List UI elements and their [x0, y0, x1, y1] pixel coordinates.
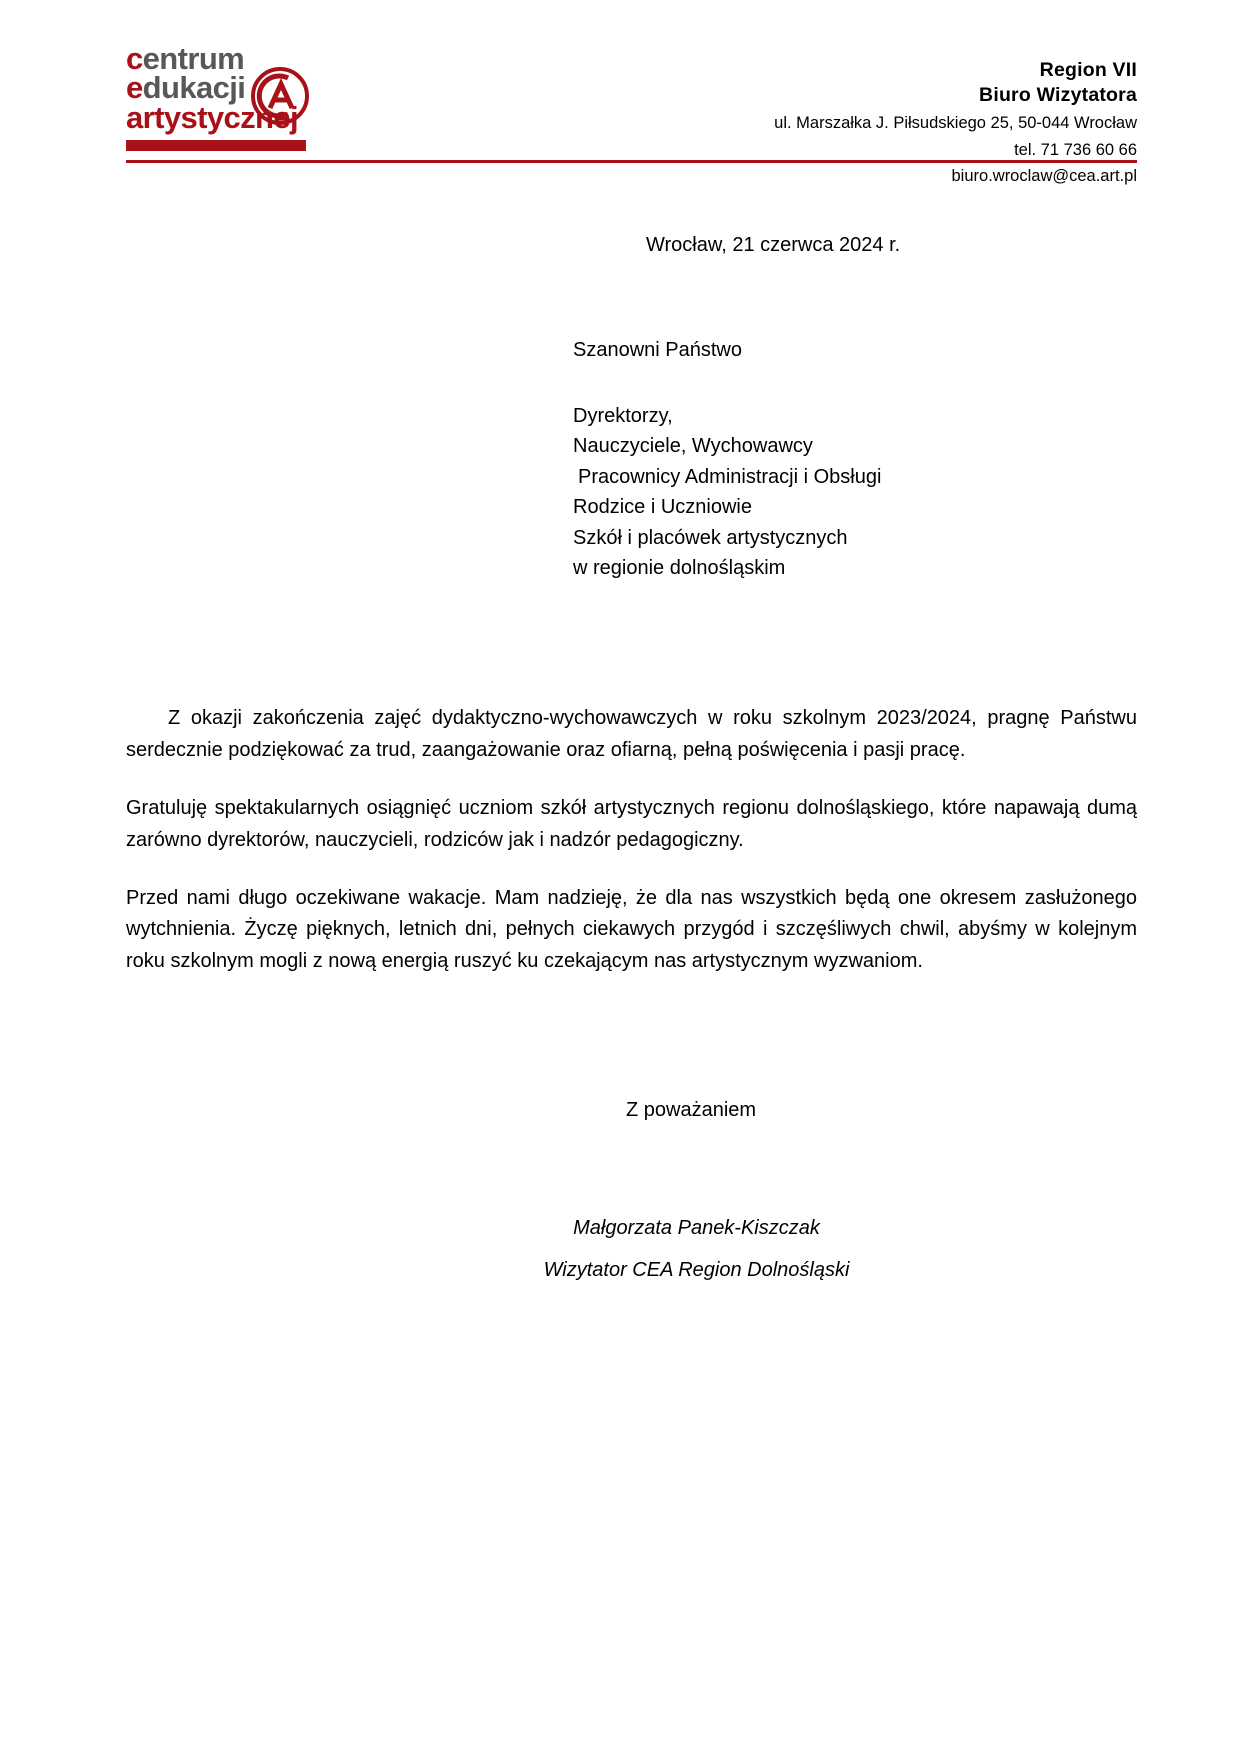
paragraph: Gratuluję spektakularnych osiągnięć uczniom szkół artystycznych regionu dolnośląskiego, które napawają dumą zarówno dyrektorów, nauczycieli, rodziców jak i nadzór pedagogiczny. — [126, 797, 1137, 851]
header-contact-block — [774, 44, 1137, 188]
header-phone: tel. 71 736 60 66 — [1014, 140, 1137, 159]
paragraph: Z okazji zakończenia zajęć dydaktyczno-wychowawczych w roku szkolnym 2023/2024, pragnę Państwu serdecznie podziękować za trud, zaangażowanie oraz ofiarną, pełną poświęcenia i pasji pracę. — [126, 707, 1137, 761]
letter-date: Wrocław, 21 czerwca 2024 r. — [646, 234, 901, 257]
addressee-line: Pracownicy Administracji i Obsługi — [578, 465, 882, 488]
logo-line-3-initial: a — [126, 99, 143, 135]
logo-line-2-rest: dukacji — [142, 70, 246, 106]
header-region: Region VII — [1039, 59, 1137, 81]
addressee-line: Dyrektorzy, — [573, 404, 673, 427]
header-office: Biuro Wizytatora — [979, 83, 1137, 106]
addressee-line: Rodzice i Uczniowie — [573, 496, 752, 519]
logo-underline-bar — [126, 140, 306, 151]
addressee-block — [126, 401, 1137, 583]
addressee-line: Szkół i placówek artystycznych — [573, 526, 848, 549]
cea-monogram-icon — [248, 64, 312, 128]
letter-closing: Z poważaniem — [626, 1099, 757, 1122]
logo-line-3-rest: rtystycznej — [142, 99, 299, 135]
header-address: ul. Marszałka J. Piłsudskiego 25, 50-044 Wrocław — [774, 113, 1137, 132]
cea-logo — [126, 41, 316, 151]
addressee-line: Nauczyciele, Wychowawcy — [573, 435, 813, 458]
logo-line-2-initial: e — [126, 70, 143, 106]
letter-body — [0, 230, 1241, 1291]
signature-block — [126, 1207, 1137, 1291]
signature-name: Małgorzata Panek-Kiszczak — [573, 1217, 820, 1240]
letter-salutation: Szanowni Państwo — [573, 338, 742, 361]
logo-line-1-rest: entrum — [142, 41, 245, 76]
header-divider-rule — [126, 160, 1137, 163]
letter-paragraphs — [126, 703, 1137, 977]
header-email: biuro.wroclaw@cea.art.pl — [951, 167, 1137, 186]
signature-title: Wizytator CEA Region Dolnośląski — [543, 1259, 850, 1282]
logo-line-1-initial: c — [126, 41, 143, 76]
paragraph: Przed nami długo oczekiwane wakacje. Mam nadzieję, że dla nas wszystkich będą one okresem zasłużonego wytchnienia. Życzę pięknych, letnich dni, pełnych ciekawych przygód i szczęśliwych chwil, abyśmy w kolejnym roku szkolnym mogli z nową energią ruszyć ku czekającym nas artystycznym wyzwaniom. — [126, 886, 1137, 972]
addressee-line: w regionie dolnośląskim — [573, 556, 786, 579]
